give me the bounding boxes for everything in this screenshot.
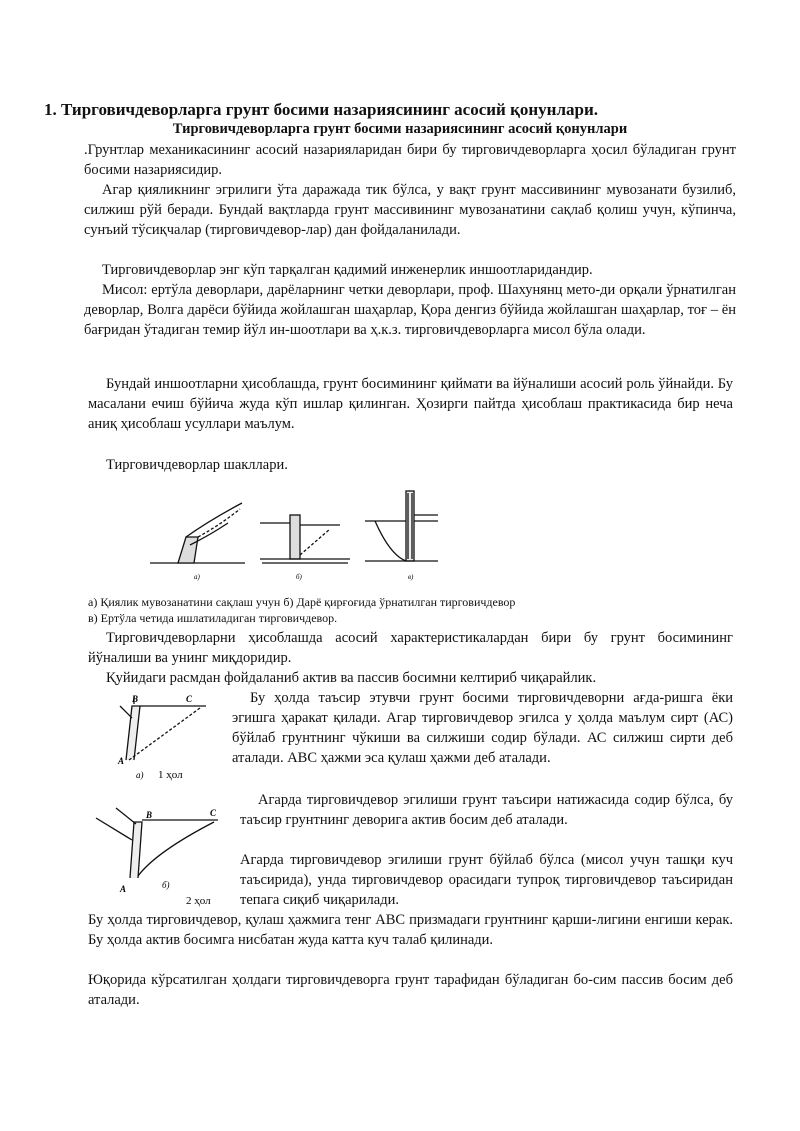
figure-a-label: а) <box>194 573 200 581</box>
case-2-point-c: C <box>210 808 217 818</box>
case-1-letter: а) <box>136 770 144 780</box>
paragraph-5: Бундай иншоотларни ҳисоблашда, грунт босимининг қиймати ва йўналиши асосий роль ўйнайди. Бу масалани ечиш бўйича жуда кўп ишлар қилинган. Ҳозирги пайтда ҳисоблаш практикасида бир неча аниқ ҳисоблаш усуллари маълум. <box>88 376 733 432</box>
figure-b-label: б) <box>296 573 302 581</box>
paragraph-2: Агар қияликнинг эгрилиги ўта даражада тик бўлса, у вақт грунт массивининг мувозанати бузилиб, силжиш рўй беради. Бундай вақтларда грунт массивининг мувозанатини сақлаб қолиш учун, кўпинча, сунъий тўсиқчалар (тирговичдевор-лар) дан фойдаланилади. <box>84 182 736 238</box>
paragraph-4: Мисол: ертўла деворлари, дарёларнинг четки деворлари, проф. Шахунянц мето-ди орқали ўрнатилган деворлар, Волга дарёси бўйида жойлашган шаҳарлар, Қора денгиз бўйида жойлашган шаҳарлар, тоғ – ён бағридан ўтадиган темир йўл ин-шоотлари ва ҳ.к.з. тирговичдеворларга мисол бўла олади. <box>84 282 736 338</box>
case-1-point-b: B <box>132 694 139 704</box>
figure-caption-1: а) Қиялик мувозанатини сақлаш учун б) Дарё қирғоғида ўрнатилган тирговичдевор <box>88 595 516 609</box>
case-2-label: 2 ҳол <box>186 895 211 907</box>
figure-v-basement-wall <box>365 491 438 561</box>
figure-b-river-wall <box>260 515 350 563</box>
case-1-label: 1 ҳол <box>158 769 183 781</box>
paragraph-3: Тирговичдеворлар энг кўп тарқалган қадимий инженерлик иншоотларидандир. <box>102 262 593 278</box>
figure-a-slope-wall <box>150 503 245 563</box>
section-subheading: Тирговичдеворларга грунт босими назариясининг асосий қонунлари <box>172 121 628 137</box>
case-1-diagram <box>96 690 226 785</box>
case-2-point-a: A <box>120 884 127 894</box>
paragraph-12: Бу ҳолда тирговичдевор, қулаш ҳажмига тенг АВС призмадаги грунтнинг қарши-лигини енгиши керак. Бу ҳолда актив босимга нисбатан жуда катта куч талаб қилинади. <box>88 912 733 948</box>
figure-caption-2: в) Ертўла четида ишлатиладиган тирговичдевор. <box>88 611 338 625</box>
case-2-letter: б) <box>162 880 170 890</box>
retaining-wall-figure <box>150 485 440 585</box>
case-1-point-a: A <box>118 756 125 766</box>
paragraph-1: .Грунтлар механикасининг асосий назарияларидан бири бу тирговичдеворларга ҳосил бўладиган грунт босими назариясидир. <box>84 142 736 178</box>
figure-v-label: в) <box>408 573 414 581</box>
paragraph-10: Агарда тирговичдевор эгилиши грунт таъсири натижасида содир бўлса, бу таъсир грунтнинг деворига актив босим деб аталади. <box>240 792 733 828</box>
paragraph-8: Қуйидаги расмдан фойдаланиб актив ва пассив босимни келтириб чиқарайлик. <box>106 670 597 686</box>
paragraph-9: Бу ҳолда таъсир этувчи грунт босими тирговичдеворни ағда-ришга ёки эгишга ҳаракат қилади. Агар тирговичдевор эгилса у ҳолда маълум сирт (АС) бўйлаб грунтнинг чўкиши ва силжиши содир бўлади. АС силжиш сирти деб аталади. АВС ҳажми эса қулаш ҳажми деб аталади. <box>232 690 733 766</box>
section-heading: 1. Тирговичдеворларга грунт босими назариясининг асосий қонунлари. <box>44 100 599 119</box>
case-2-diagram <box>86 800 226 912</box>
paragraph-11: Агарда тирговичдевор эгилиши грунт бўйлаб бўлса (мисол учун ташқи куч таъсирида), унда тирговичдевор орасидаги тупроқ тирговичдевор таъсиридан тепага сиқиб чиқарилади. <box>240 852 733 908</box>
case-1-point-c: C <box>186 694 193 704</box>
paragraph-13: Юқорида кўрсатилган ҳолдаги тирговичдеворга грунт тарафидан бўладиган бо-сим пассив босим деб аталади. <box>88 972 733 1008</box>
paragraph-7: Тирговичдеворларни ҳисоблашда асосий характеристикалардан бири бу грунт босимининг йўналиши ва унинг миқдоридир. <box>88 630 733 666</box>
case-2-point-b: B <box>146 810 153 820</box>
paragraph-6: Тирговичдеворлар шакллари. <box>106 457 288 473</box>
